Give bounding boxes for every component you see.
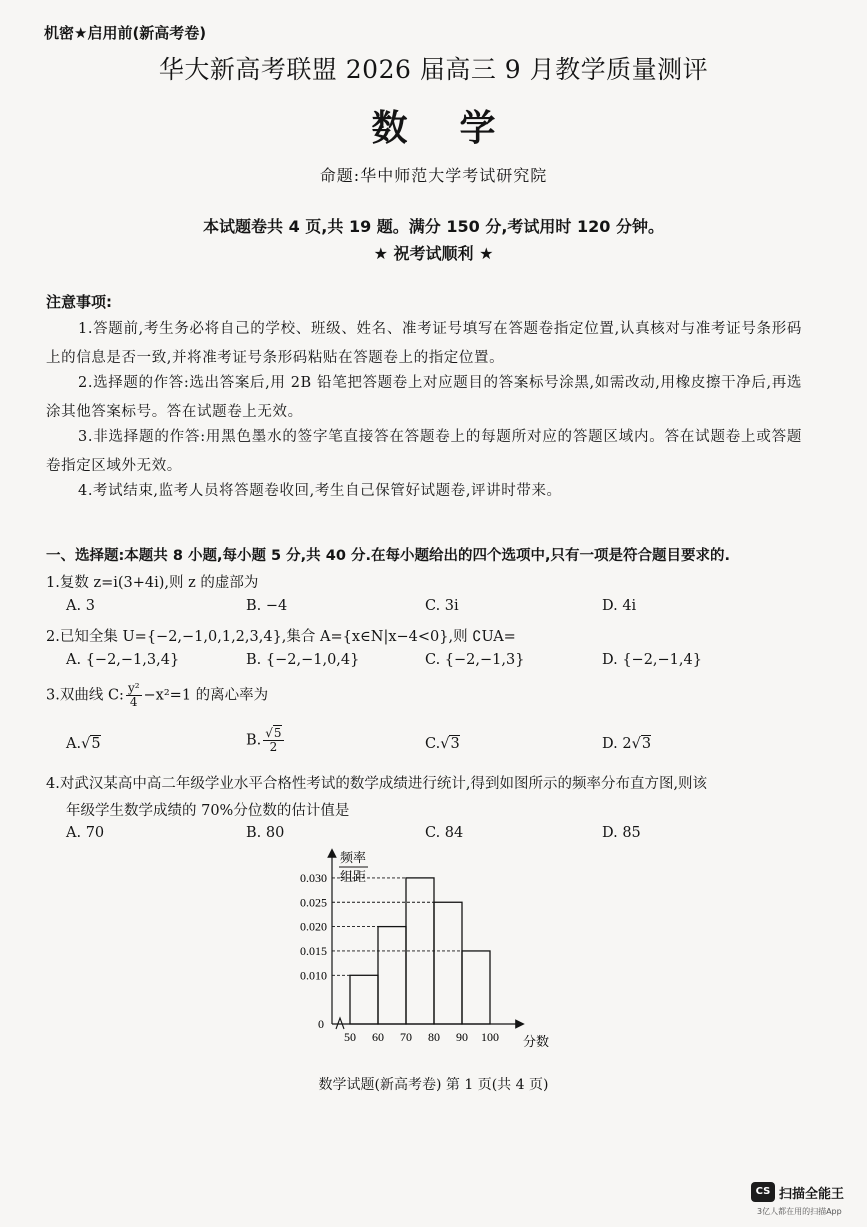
- q1-option-a: A. 3: [66, 598, 95, 614]
- page-footer: 数学试题(新高考卷) 第 1 页(共 4 页): [318, 1077, 549, 1093]
- x-tick-label: 60: [372, 1030, 384, 1044]
- scanner-watermark: [751, 1182, 851, 1218]
- scanner-app-name: 扫描全能王: [779, 1187, 845, 1202]
- y-tick-label: 0.030: [300, 870, 327, 885]
- q4-option-a: A. 70: [66, 825, 105, 841]
- x-tick-label: 100: [481, 1030, 499, 1044]
- q4-option-b: B. 80: [246, 825, 285, 841]
- note-item-1: 1.答题前,考生务必将自己的学校、班级、姓名、准考证号填写在答题卷指定位置,认真核对与准考证号条形码上的信息是否一致,并将准考证号条形码粘贴在答题卷上的指定位置。: [46, 321, 802, 366]
- q3-b-label: B.: [246, 732, 262, 749]
- confidential-label: 机密★启用前(新高考卷): [44, 24, 207, 42]
- y-tick-label: 0.025: [300, 895, 327, 910]
- x-tick-label: 50: [344, 1030, 356, 1044]
- note-item-3: 3.非选择题的作答:用黑色墨水的签字笔直接答在答题卷上的每题所对应的答题区域内。答在试题卷上或答题卷指定区域外无效。: [46, 429, 802, 474]
- q3-a-sqrt-sign: √: [81, 736, 91, 752]
- q2-option-c: C. {−2,−1,3}: [425, 652, 525, 668]
- x-tick-label: 80: [428, 1030, 440, 1044]
- y-axis-label-bottom: 组距: [340, 869, 367, 884]
- note-item-2: 2.选择题的作答:选出答案后,用 2B 铅笔把答题卷上对应题目的答案标号涂黑,如需改动,用橡皮擦干净后,再选涂其他答案标号。答在试题卷上无效。: [46, 375, 802, 420]
- exam-title: 华大新高考联盟 2026 届高三 9 月教学质量测评: [158, 55, 709, 84]
- q1-option-c: C. 3i: [425, 598, 459, 614]
- x-tick-label: 70: [400, 1030, 412, 1044]
- question-4-stem-line-2: 年级学生数学成绩的 70%分位数的估计值是: [66, 803, 350, 819]
- q3-frac-den: 4: [129, 695, 138, 709]
- q3-option-c: [425, 736, 460, 752]
- y-axis-label-top: 频率: [340, 850, 367, 865]
- origin-label: 0: [318, 1017, 324, 1031]
- q3-b-fraction: [263, 727, 283, 754]
- histogram-bar: [462, 951, 490, 1024]
- notes-heading: 注意事项:: [46, 293, 112, 311]
- q3-c-sqrt-sign: √: [440, 736, 450, 752]
- q3-option-a: [66, 736, 101, 752]
- x-tick-label: 90: [456, 1030, 468, 1044]
- q4-option-d: D. 85: [602, 825, 641, 841]
- q3-stem-pre: 3.双曲线 C:: [46, 687, 124, 704]
- note-item-4: 4.考试结束,监考人员将答题卷收回,考生自己保管好试题卷,评讲时带来。: [78, 483, 562, 499]
- exam-info: 本试题卷共 4 页,共 19 题。满分 150 分,考试用时 120 分钟。: [203, 217, 664, 236]
- q1-option-b: B. −4: [246, 598, 288, 614]
- y-tick-label: 0.020: [300, 919, 327, 934]
- histogram-bar: [378, 927, 406, 1024]
- q3-option-b: [246, 727, 286, 754]
- q2-option-b: B. {−2,−1,0,4}: [246, 652, 360, 668]
- question-3-stem: [46, 682, 268, 709]
- scanner-logo-icon: CS: [751, 1182, 775, 1202]
- q3-d-radicand: 3: [641, 736, 652, 752]
- y-tick-label: 0.010: [300, 968, 327, 983]
- q3-a-label: A.: [66, 736, 82, 752]
- q3-a-radicand: 5: [91, 736, 101, 752]
- q3-fraction: [126, 682, 142, 709]
- q3-option-d: [602, 736, 651, 752]
- subject-title: 数学: [371, 107, 548, 149]
- q3-frac-num: y²: [127, 681, 140, 695]
- y-tick-label: 0.015: [300, 943, 327, 958]
- q3-stem-post: −x²=1 的离心率为: [143, 687, 269, 704]
- x-axis-label: 分数: [523, 1034, 550, 1049]
- scanner-tagline: 3亿人都在用的扫描App: [757, 1207, 842, 1216]
- q3-c-radicand: 3: [450, 736, 460, 752]
- q3-c-label: C.: [425, 736, 441, 752]
- good-luck-line: ★ 祝考试顺利 ★: [373, 244, 494, 263]
- q3-b-radicand: 5: [273, 726, 282, 740]
- q3-b-frac-num: √5: [265, 726, 282, 740]
- q1-option-d: D. 4i: [602, 598, 637, 614]
- q3-d-sqrt-sign: √: [631, 736, 641, 752]
- q2-option-a: A. {−2,−1,3,4}: [66, 652, 180, 668]
- q3-d-label: D. 2: [602, 736, 632, 752]
- question-2-stem: 2.已知全集 U={−2,−1,0,1,2,3,4},集合 A={x∈N|x−4<0},则 ∁UA=: [46, 629, 516, 645]
- q4-option-c: C. 84: [425, 825, 464, 841]
- author-line: 命题:华中师范大学考试研究院: [319, 166, 548, 185]
- histogram-bar: [350, 975, 378, 1024]
- question-4-stem-line-1: 4.对武汉某高中高二年级学业水平合格性考试的数学成绩进行统计,得到如图所示的频率分布直方图,则该: [46, 776, 708, 792]
- frequency-histogram: [280, 845, 570, 1055]
- histogram-bar: [434, 902, 462, 1024]
- q3-b-frac-den: 2: [269, 740, 278, 754]
- section-heading: 一、选择题:本题共 8 小题,每小题 5 分,共 40 分.在每小题给出的四个选项中,只有一项是符合题目要求的.: [46, 548, 730, 564]
- question-1-stem: 1.复数 z=i(3+4i),则 z 的虚部为: [46, 575, 259, 591]
- q2-option-d: D. {−2,−1,4}: [602, 652, 702, 668]
